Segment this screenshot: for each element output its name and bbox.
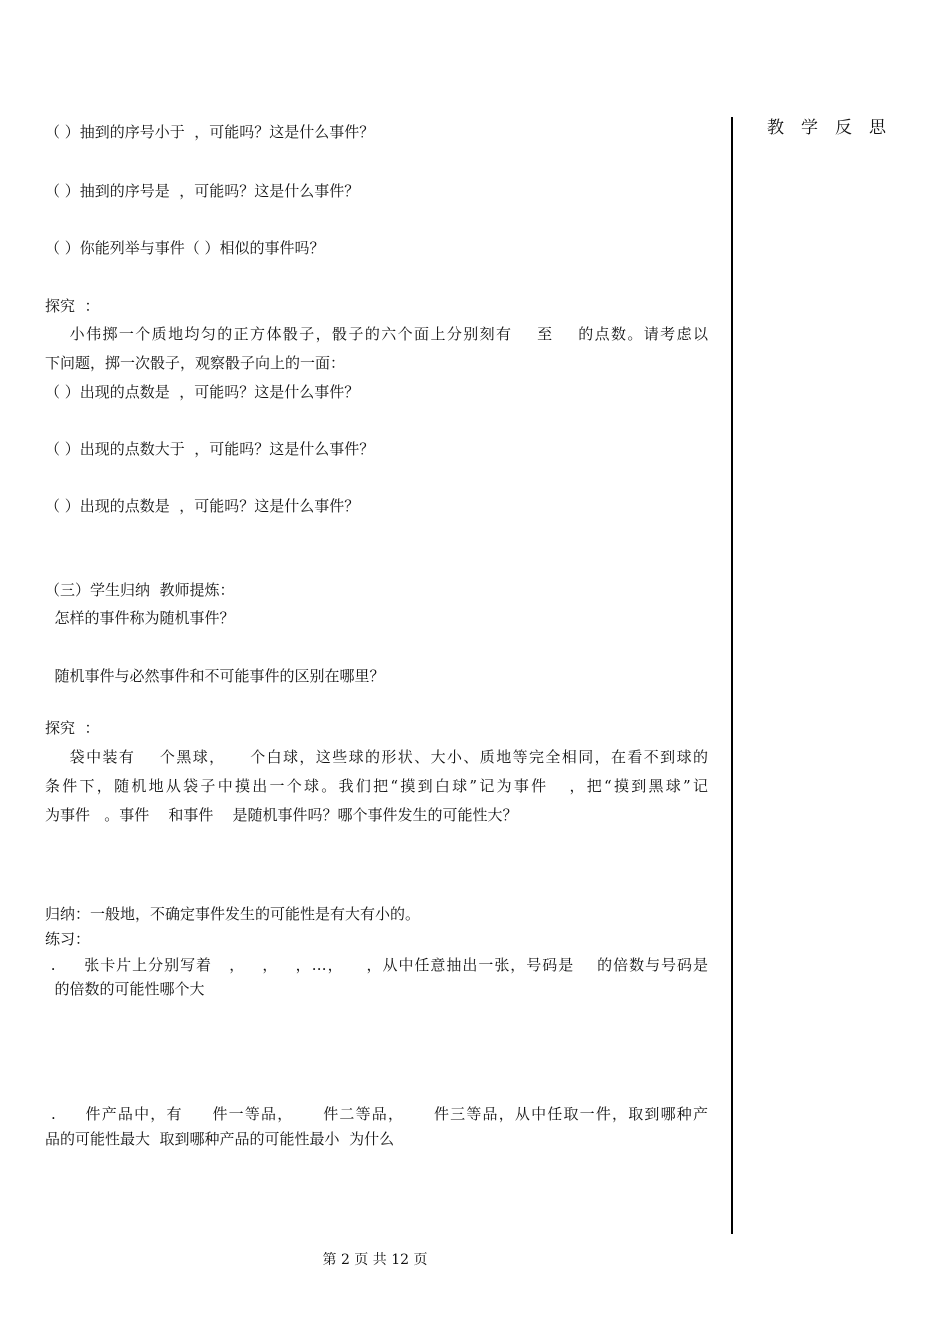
- text-line: （ ）出现的点数大于 ，可能吗？这是什么事件？: [45, 440, 375, 458]
- paragraph-line: 为事件 。事件 和事件 是随机事件吗？哪个事件发生的可能性大？: [45, 806, 518, 824]
- exercise-line: 品的可能性最大 取到哪种产品的可能性最小 为什么: [45, 1130, 395, 1148]
- text-line: （ ）出现的点数是 ，可能吗？这是什么事件？: [45, 383, 360, 401]
- paragraph-line: 小伟掷一个质地均匀的正方体骰子，骰子的六个面上分别刻有 至 的点数。请考虑以: [45, 325, 708, 343]
- column-divider: [731, 117, 733, 1234]
- sidebar-title: 教学反思: [767, 118, 903, 138]
- text-line: 归纳：一般地，不确定事件发生的可能性是有大有小的。: [45, 905, 421, 923]
- text-line: （ ）抽到的序号是 ，可能吗？这是什么事件？: [45, 182, 360, 200]
- section-heading: 探究 ：: [45, 719, 100, 737]
- section-heading: （三）学生归纳 教师提炼：: [45, 581, 235, 599]
- text-line: 怎样的事件称为随机事件？: [45, 609, 235, 627]
- exercise-line: . 张卡片上分别写着 ， ， ，…， ，从中任意抽出一张，号码是 的倍数与号码是: [45, 956, 708, 974]
- text-line: 随机事件与必然事件和不可能事件的区别在哪里？: [45, 667, 385, 685]
- paragraph-line: 条件下，随机地从袋子中摸出一个球。我们把“摸到白球”记为事件 ，把“摸到黑球”记: [45, 777, 708, 795]
- exercise-line: . 件产品中，有 件一等品， 件二等品， 件三等品，从中任取一件，取到哪种产: [45, 1105, 708, 1123]
- paragraph-line: 下问题，掷一次骰子，观察骰子向上的一面：: [45, 354, 346, 372]
- text-line: （ ）出现的点数是 ，可能吗？这是什么事件？: [45, 497, 360, 515]
- text-line: （ ）抽到的序号小于 ，可能吗？这是什么事件？: [45, 123, 375, 141]
- text-line: （ ）你能列举与事件（ ）相似的事件吗？: [45, 239, 325, 257]
- page-footer: 第 2 页 共 12 页: [322, 1252, 428, 1268]
- paragraph-line: 袋中装有 个黑球， 个白球，这些球的形状、大小、质地等完全相同，在看不到球的: [45, 748, 708, 766]
- section-heading: 练习：: [45, 930, 91, 948]
- exercise-line: 的倍数的可能性哪个大: [45, 980, 205, 998]
- section-heading: 探究 ：: [45, 297, 100, 315]
